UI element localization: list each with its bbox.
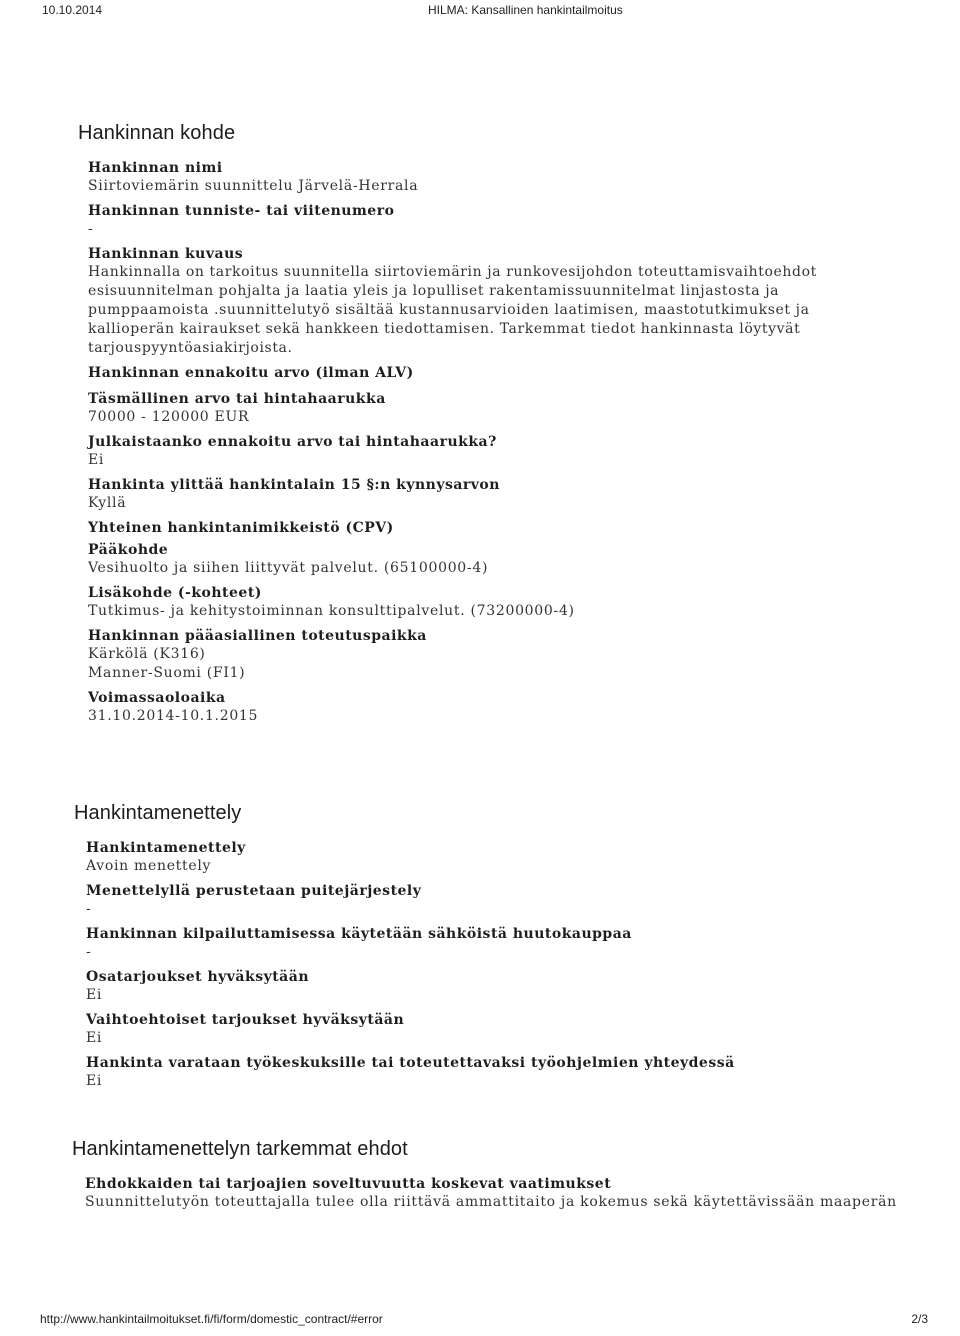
value-menettely: Avoin menettely [86, 858, 212, 874]
label-paakohde: Pääkohde [88, 542, 169, 558]
value-paikka-alue: Manner-Suomi (FI1) [88, 665, 246, 681]
value-julkaistaanko: Ei [88, 452, 105, 468]
label-tasmallinen: Täsmällinen arvo tai hintahaarukka [88, 391, 386, 407]
field-nimi [88, 159, 920, 196]
label-menettely: Hankintamenettely [86, 840, 246, 856]
value-paakohde: Vesihuolto ja siihen liittyvät palvelut. (65100000-4) [88, 560, 489, 576]
value-tunniste: - [88, 221, 94, 237]
field-huutokauppa [86, 925, 920, 962]
page-number: 2/3 [911, 1312, 928, 1326]
section-title-ehdot: Hankintamenettelyn tarkemmat ehdot [72, 1138, 408, 1160]
field-paikka [88, 627, 920, 683]
value-kuvaus-line: tarjouspyyntöasiakirjoista. [88, 340, 293, 356]
field-tunniste [88, 202, 920, 239]
field-paakohde [88, 541, 920, 578]
value-lisakohde: Tutkimus- ja kehitystoiminnan konsulttipalvelut. (73200000-4) [88, 603, 575, 619]
label-vaihtoehtoiset: Vaihtoehtoiset tarjoukset hyväksytään [86, 1012, 405, 1028]
value-huutokauppa: - [86, 944, 92, 960]
label-vaatimukset: Ehdokkaiden tai tarjoajien soveltuvuutta koskevat vaatimukset [85, 1176, 612, 1192]
field-vaatimukset [85, 1175, 930, 1212]
label-varataan: Hankinta varataan työkeskuksille tai toteutettavaksi työohjelmien yhteydessä [86, 1055, 735, 1071]
label-lisakohde: Lisäkohde (-kohteet) [88, 585, 262, 601]
field-ylittaa [88, 476, 920, 513]
label-voimassa: Voimassaoloaika [88, 690, 226, 706]
label-kuvaus: Hankinnan kuvaus [88, 246, 244, 262]
value-vaihtoehtoiset: Ei [86, 1030, 103, 1046]
section-hankintamenettely [74, 802, 920, 1097]
label-cpv: Yhteinen hankintanimikkeistö (CPV) [88, 520, 394, 536]
value-puite: - [86, 901, 92, 917]
print-page-title: HILMA: Kansallinen hankintailmoitus [428, 3, 623, 17]
field-tasmallinen [88, 390, 920, 427]
label-nimi: Hankinnan nimi [88, 160, 223, 176]
section-title-menettely: Hankintamenettely [74, 802, 242, 824]
value-vaatimukset: Suunnittelutyön toteuttajalla tulee olla riittävä ammattitaito ja kokemus sekä käytettävissään maaperän [85, 1194, 897, 1210]
value-kuvaus-line: Hankinnalla on tarkoitus suunnitella siirtoviemärin ja runkovesijohdon toteuttamisvaihtoehdot [88, 264, 817, 280]
label-arvo: Hankinnan ennakoitu arvo (ilman ALV) [88, 365, 414, 381]
field-kuvaus [88, 245, 920, 358]
value-nimi: Siirtoviemärin suunnittelu Järvelä-Herrala [88, 178, 419, 194]
label-puite: Menettelyllä perustetaan puitejärjestely [86, 883, 422, 899]
label-huutokauppa: Hankinnan kilpailuttamisessa käytetään sähköistä huutokauppaa [86, 926, 632, 942]
field-vaihtoehtoiset [86, 1011, 920, 1048]
value-tasmallinen: 70000 - 120000 EUR [88, 409, 250, 425]
label-ylittaa: Hankinta ylittää hankintalain 15 §:n kynnysarvon [88, 477, 500, 493]
value-osatarjoukset: Ei [86, 987, 103, 1003]
field-voimassa [88, 689, 920, 726]
field-osatarjoukset [86, 968, 920, 1005]
section-tarkemmat-ehdot [74, 1138, 930, 1218]
label-tunniste: Hankinnan tunniste- tai viitenumero [88, 203, 395, 219]
section-title-kohde: Hankinnan kohde [78, 122, 236, 144]
value-kuvaus-line: pumppaamoista .suunnittelutyö sisältää kustannusarvioiden laatimisen, maastotutkimukset ja [88, 302, 810, 318]
value-paikka-kunta: Kärkölä (K316) [88, 646, 206, 662]
label-osatarjoukset: Osatarjoukset hyväksytään [86, 969, 309, 985]
value-voimassa: 31.10.2014-10.1.2015 [88, 708, 259, 724]
field-julkaistaanko [88, 433, 920, 470]
field-menettely [86, 839, 920, 876]
value-varataan: Ei [86, 1073, 103, 1089]
print-url: http://www.hankintailmoitukset.fi/fi/form/domestic_contract/#error [40, 1312, 383, 1326]
field-lisakohde [88, 584, 920, 621]
value-kuvaus-line: esisuunnitelman pohjalta ja laatia yleis ja lopulliset rakentamissuunnitelmat linjastosta ja [88, 283, 780, 299]
field-varataan [86, 1054, 920, 1091]
field-arvo [88, 364, 920, 382]
label-paikka: Hankinnan pääasiallinen toteutuspaikka [88, 628, 427, 644]
value-kuvaus-line: kallioperän kairaukset sekä hankkeen tiedottamisen. Tarkemmat tiedot hankinnasta löytyvät [88, 321, 801, 337]
print-date: 10.10.2014 [42, 3, 103, 17]
label-julkaistaanko: Julkaistaanko ennakoitu arvo tai hintahaarukka? [88, 434, 497, 450]
field-puite [86, 882, 920, 919]
value-ylittaa: Kyllä [88, 495, 127, 511]
field-cpv [88, 519, 920, 537]
section-hankinnan-kohde [74, 122, 920, 732]
